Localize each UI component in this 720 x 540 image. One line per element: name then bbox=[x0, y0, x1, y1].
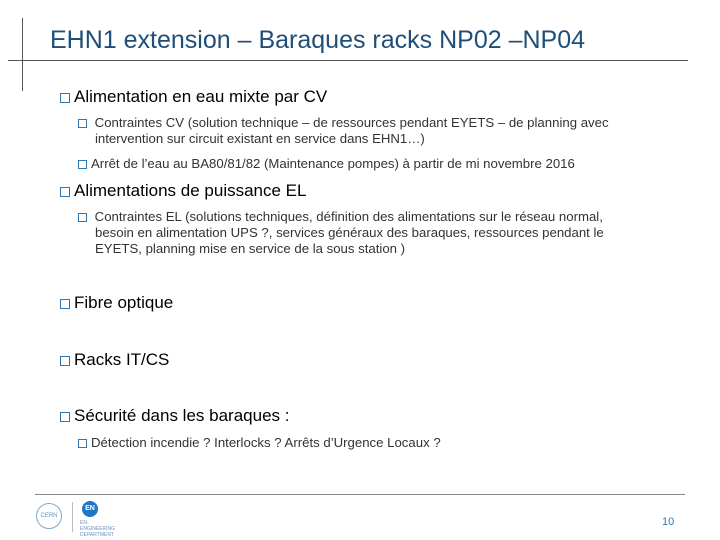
checkbox-bullet-icon bbox=[60, 187, 70, 197]
checkbox-bullet-icon bbox=[60, 299, 70, 309]
checkbox-bullet-icon bbox=[60, 412, 70, 422]
logo-separator bbox=[72, 502, 73, 532]
checkbox-bullet-icon bbox=[78, 119, 87, 128]
page-number: 10 bbox=[662, 516, 675, 528]
checkbox-bullet-icon bbox=[78, 160, 87, 169]
decor-vertical-line bbox=[22, 18, 23, 91]
cern-logo: CERN bbox=[36, 503, 62, 529]
en-department-logo: EN bbox=[82, 501, 98, 517]
sub-bullet-contraintes-cv: Contraintes CV (solution technique – de ressources pendant EYETS – de planning avec intervention sur circuit existant en service dans EHN1…) bbox=[78, 115, 683, 147]
bullet-racks-it-cs: Racks IT/CS bbox=[60, 350, 169, 370]
en-department-logo-text: EN-ENGINEERING DEPARTMENT bbox=[80, 520, 116, 538]
checkbox-bullet-icon bbox=[78, 439, 87, 448]
bullet-eau: Alimentation en eau mixte par CV bbox=[60, 87, 327, 107]
footer-divider bbox=[35, 494, 685, 495]
sub-bullet-detection-incendie: Détection incendie ? Interlocks ? Arrêts d’Urgence Locaux ? bbox=[78, 435, 683, 451]
checkbox-bullet-icon bbox=[60, 93, 70, 103]
sub-bullet-arret-eau: Arrêt de l’eau au BA80/81/82 (Maintenance pompes) à partir de mi novembre 2016 bbox=[78, 156, 683, 172]
sub-bullet-contraintes-el: Contraintes EL (solutions techniques, définition des alimentations sur le réseau normal, besoin en alimentation UPS ?, services généraux des baraques, ressources pendant le EYETS, planning mise en service de la sous station ) bbox=[78, 209, 683, 257]
bullet-securite: Sécurité dans les baraques : bbox=[60, 406, 289, 426]
bullet-puissance-el: Alimentations de puissance EL bbox=[60, 181, 306, 201]
checkbox-bullet-icon bbox=[78, 213, 87, 222]
slide-title: EHN1 extension – Baraques racks NP02 –NP04 bbox=[50, 26, 586, 54]
title-underline bbox=[8, 60, 688, 61]
checkbox-bullet-icon bbox=[60, 356, 70, 366]
bullet-fibre-optique: Fibre optique bbox=[60, 293, 173, 313]
